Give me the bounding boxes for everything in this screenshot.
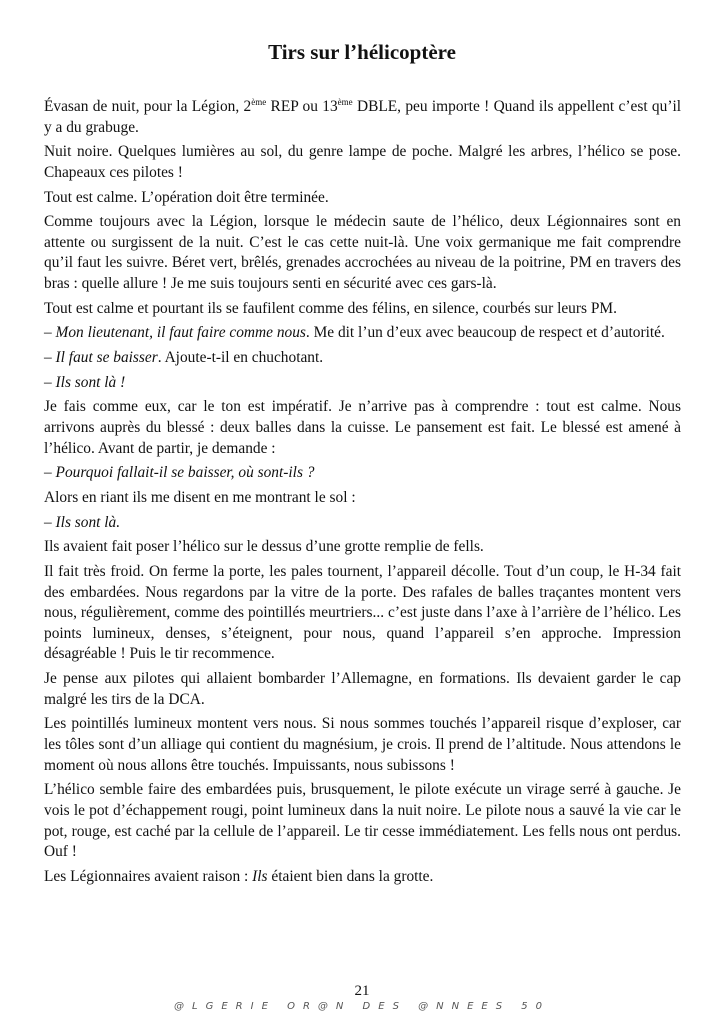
italic-text: – Pourquoi fallait-il se baisser, où sont-ils ? xyxy=(44,464,315,482)
text-segment: Évasan de nuit, pour la Légion, 2 xyxy=(44,98,252,115)
page-number: 21 xyxy=(354,983,370,999)
paragraph xyxy=(44,348,681,369)
paragraph xyxy=(44,513,681,534)
italic-text: – Mon lieutenant, il faut faire comme nous xyxy=(44,324,306,342)
footer-banner: @LGERIE OR@N DES @NNEES 50 xyxy=(174,1001,550,1012)
paragraph xyxy=(44,97,681,138)
text-segment: REP ou 13 xyxy=(266,98,338,115)
text-segment: Alors en riant ils me disent en me montrant le sol : xyxy=(44,489,356,507)
text-segment: Nuit noire. Quelques lumières au sol, du genre lampe de poche. Malgré les arbres, l’hélico se pose. Chapeaux ces pilotes ! xyxy=(44,143,681,181)
paragraph xyxy=(44,397,681,459)
text-segment: Les Légionnaires avaient raison : xyxy=(44,867,253,885)
superscript-text: ème xyxy=(337,96,353,107)
paragraph xyxy=(44,212,681,294)
paragraph xyxy=(44,142,681,183)
paragraph xyxy=(44,488,681,509)
text-segment: Je pense aux pilotes qui allaient bombarder l’Allemagne, en formations. Ils devaient garder le cap malgré les tirs de la DCA. xyxy=(44,670,681,708)
italic-text: – Ils sont là ! xyxy=(44,373,126,391)
text-segment: . Me dit l’un d’eux avec beaucoup de respect et d’autorité. xyxy=(305,324,665,342)
text-segment: L’hélico semble faire des embardées puis, brusquement, le pilote exécute un virage serré à gauche. Je vois le pot d’échappement rougi, point lumineux dans la nuit noire. Le pilote nous a sauvé la vie car le pot, rouge, est caché par la cellule de l’appareil. Le tir cesse immédiatement. Les fells nous ont perdus. Ouf ! xyxy=(44,781,681,861)
text-segment: étaient bien dans la grotte. xyxy=(267,867,434,885)
paragraph xyxy=(44,562,681,665)
paragraph xyxy=(44,780,681,862)
text-segment: Il fait très froid. On ferme la porte, les pales tournent, l’appareil décolle. Tout d’un coup, le H-34 fait des embardées. Nous regardons par la vitre de la porte. Des rafales de balles traçantes montent vers nous, régulièrement, comme des pointillés meurtriers... c’est juste dans l’axe à l’arrière de l’hélico. Les points lumineux, denses, s’éteignent, pour nous, quand l’appareil s’en approche. Impression désagréable ! Puis le tir recommence. xyxy=(44,563,681,663)
article-body xyxy=(44,97,681,891)
text-segment: Tout est calme et pourtant ils se faufilent comme des félins, en silence, courbés sur leurs PM. xyxy=(44,299,617,317)
text-segment: Je fais comme eux, car le ton est impératif. Je n’arrive pas à comprendre : tout est calme. Nous arrivons auprès du blessé : deux balles dans la cuisse. Le pansement est fait. Le blessé est amené à l’hélico. Avant de partir, je demande : xyxy=(44,398,681,457)
text-segment: Tout est calme. L’opération doit être terminée. xyxy=(44,188,329,206)
paragraph xyxy=(44,188,681,209)
paragraph xyxy=(44,323,681,344)
paragraph xyxy=(44,537,681,558)
superscript-text: ème xyxy=(251,96,267,107)
text-segment: Les pointillés lumineux montent vers nous. Si nous sommes touchés l’appareil risque d’exploser, car les tôles sont d’un alliage qui contient du magnésium, je crois. Il prend de l’altitude. Nous attendons le moment où nous allons être touchés. Impuissants, nous subissons ! xyxy=(44,715,681,774)
paragraph xyxy=(44,867,681,888)
paragraph xyxy=(44,373,681,394)
paragraph xyxy=(44,669,681,710)
text-segment: Comme toujours avec la Légion, lorsque le médecin saute de l’hélico, deux Légionnaires sont en attente ou surgissent de la nuit. C’est le cas cette nuit-là. Une voix germanique me fait comprendre qu’il faut les suivre. Béret vert, brêlés, grenades accrochées au niveau de la poitrine, PM en travers des bras : quelle allure ! Je me suis toujours senti en sécurité avec ces gars-là. xyxy=(44,213,681,293)
text-segment: . Ajoute-t-il en chuchotant. xyxy=(157,349,324,367)
italic-text: Ils xyxy=(252,867,268,885)
text-segment: DBLE, peu importe ! Quand ils appellent c’est qu’il y a du grabuge. xyxy=(44,98,681,136)
italic-text: – Ils sont là. xyxy=(44,513,121,531)
page-title: Tirs sur l’hélicoptère xyxy=(268,40,456,64)
paragraph xyxy=(44,299,681,320)
text-segment: Ils avaient fait poser l’hélico sur le dessus d’une grotte remplie de fells. xyxy=(44,538,484,556)
italic-text: – Il faut se baisser xyxy=(44,349,158,367)
paragraph xyxy=(44,463,681,484)
paragraph xyxy=(44,714,681,776)
